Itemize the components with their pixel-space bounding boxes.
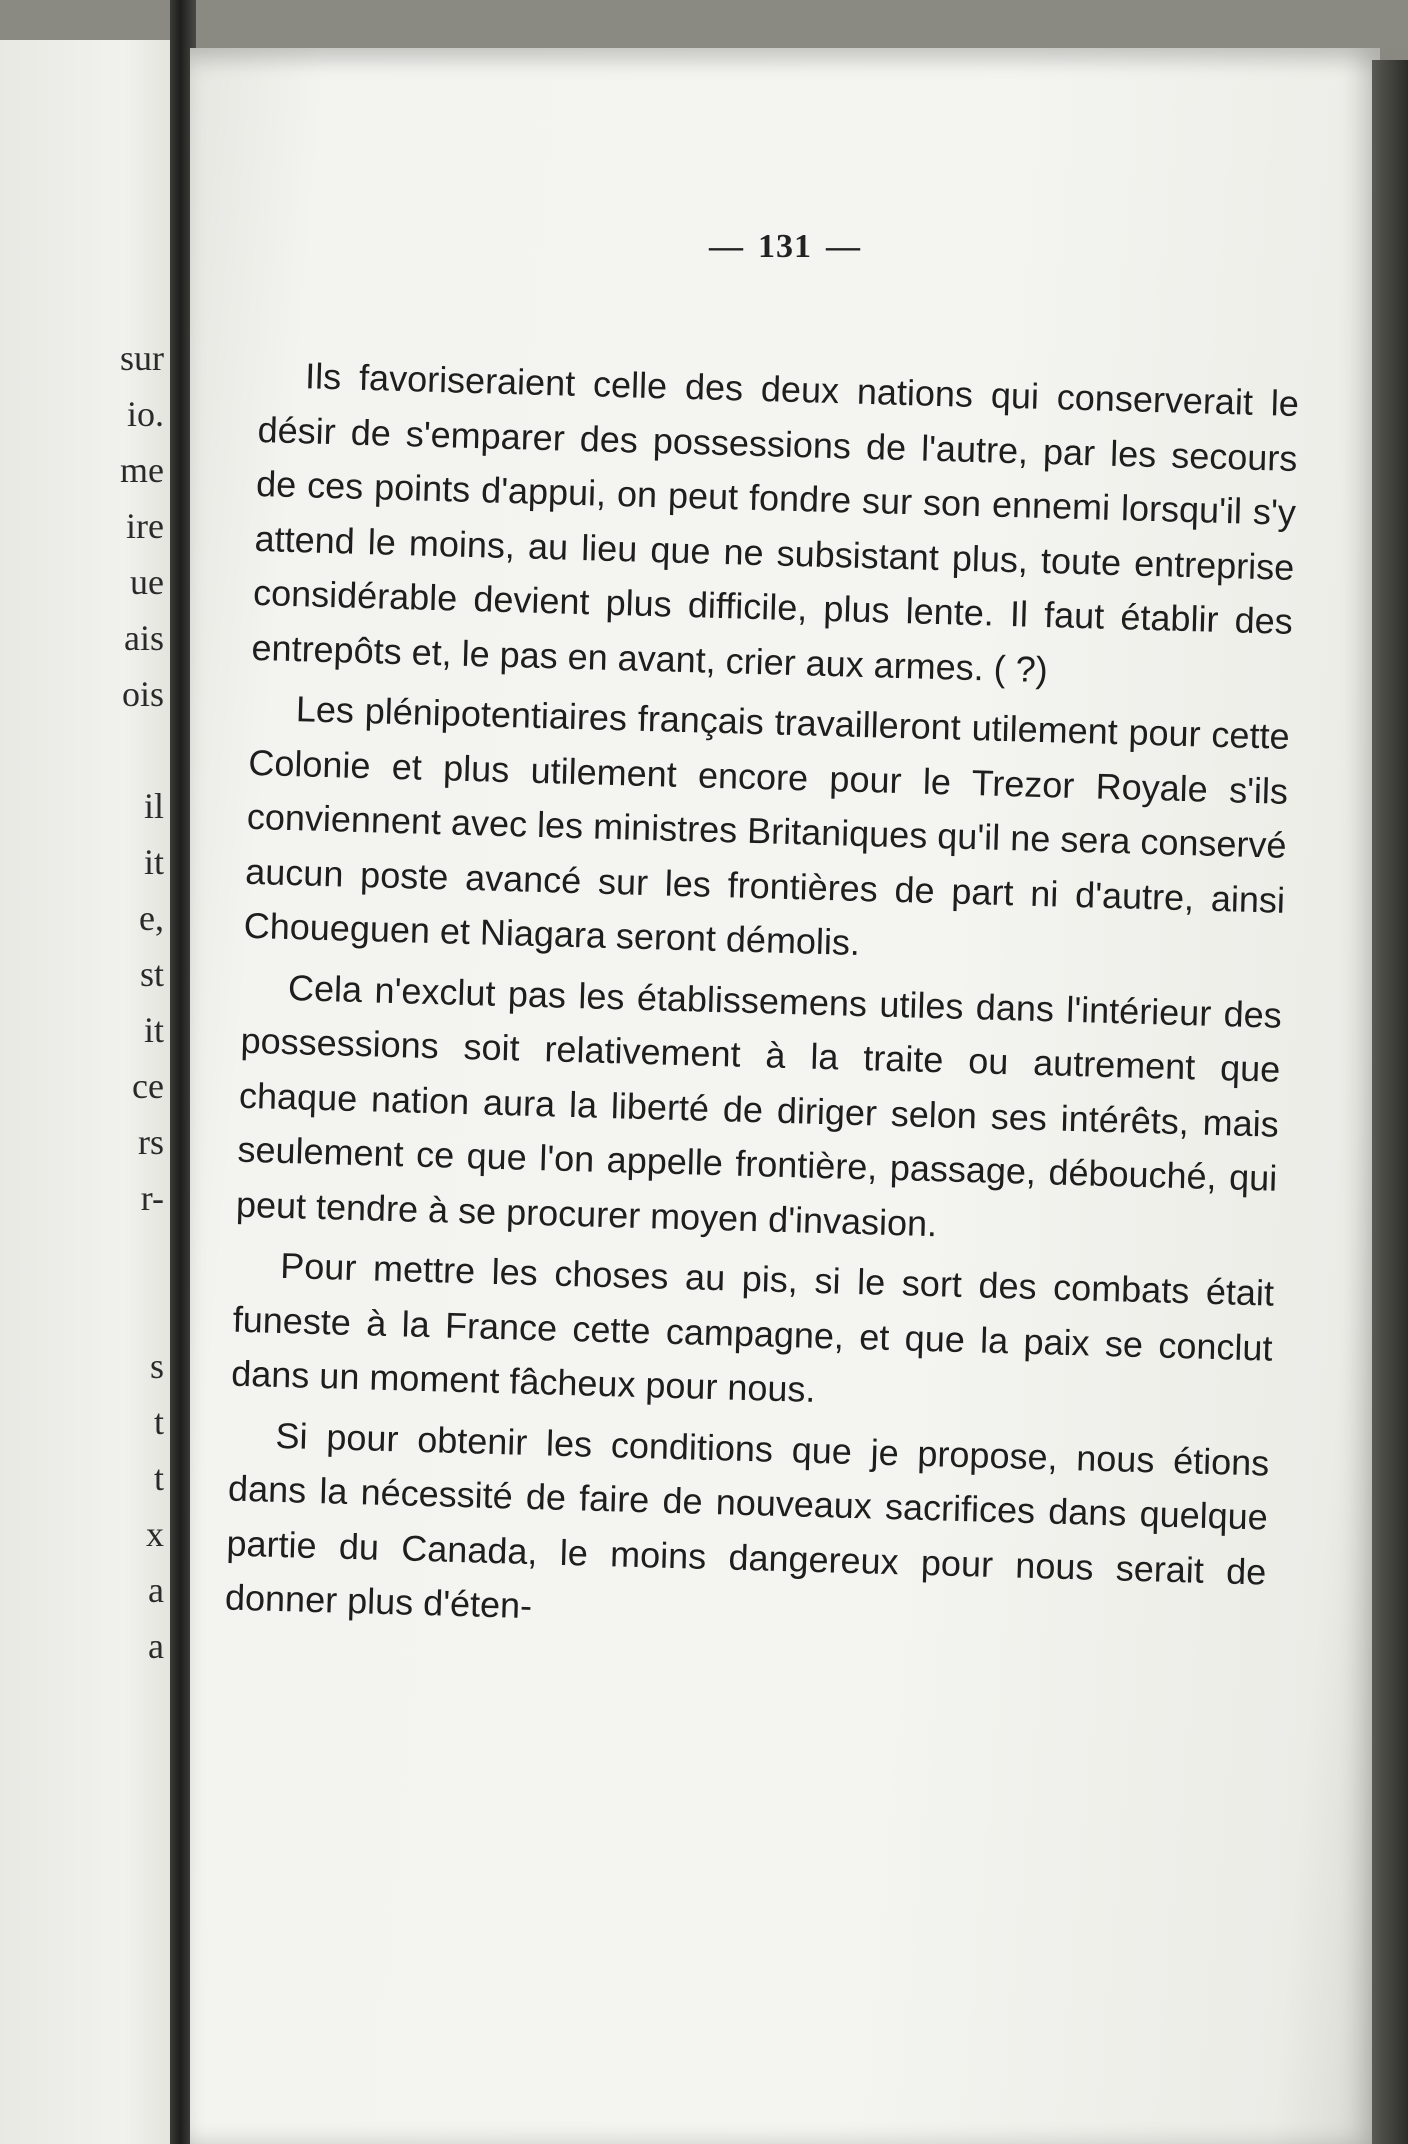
paragraph: Pour mettre les choses au pis, si le sort des combats était funeste à la France cette campagne, et que la paix se conclut dans un moment fâcheux pour nous. (230, 1244, 1275, 1410)
line-fragment: t (153, 1458, 164, 1498)
line-fragment: it (143, 1010, 164, 1050)
previous-page-edge (0, 40, 178, 2144)
page-number-dash-left: — (709, 228, 744, 265)
line-fragment: e, (139, 898, 164, 938)
page-number (190, 228, 1380, 266)
line-fragment: a (148, 1570, 164, 1610)
line-fragment: st (139, 954, 164, 994)
line-fragment: sur (120, 338, 164, 378)
current-page (190, 48, 1380, 2144)
line-fragment: ue (130, 562, 164, 602)
line-fragment: r- (140, 1178, 164, 1218)
paragraph: Si pour obtenir les conditions que je propose, nous étions dans la nécessité de faire de nouveaux sacrifices dans quelque partie du Canada, le moins dangereux pour nous serait de donner plus d'éten- (224, 1414, 1270, 1627)
line-fragment: s (149, 1346, 164, 1386)
line-fragment (120, 1226, 164, 1282)
line-fragment: t (153, 1402, 164, 1442)
line-fragment: ais (124, 618, 164, 658)
background-edge (1372, 60, 1408, 2144)
line-fragment (120, 722, 164, 778)
line-fragment: ce (132, 1066, 164, 1106)
line-fragment: rs (138, 1122, 164, 1162)
line-fragment (120, 1282, 164, 1338)
paragraph: Les plénipotentiaires français travailleront utilement pour cette Colonie et plus utilement encore pour le Trezor Royale s'ils conviennent avec les ministres Britaniques qu'il ne sera conservé aucun poste avancé sur les frontières de part ni d'autre, ainsi Choueguen et Niagara seront démolis. (243, 688, 1291, 963)
page-number-value: 131 (758, 228, 812, 265)
line-fragment: ire (126, 506, 164, 546)
line-fragment: il (143, 786, 164, 826)
paragraph: Cela n'exclut pas les établissemens utiles dans l'intérieur des possessions soit relativement à la traite ou autrement que chaque nation aura la liberté de diriger selon ses intérêts, mais seulement ce que l'on appelle frontière, passage, débouché, qui peut tendre à se procurer moyen d'invasion. (235, 966, 1283, 1244)
line-fragment: ois (121, 674, 164, 714)
paragraph: Ils favoriseraient celle des deux nations qui conserverait le désir de s'emparer des possessions de l'autre, par les secours de ces points d'appui, on peut fondre sur son ennemi lorsqu'il s'y attend le moins, au lieu que ne subsistant plus, toute entreprise considérable devient plus difficile, plus lente. Il faut établir des entrepôts et, le pas en avant, crier aux armes. ( ?) (251, 355, 1300, 690)
line-fragment: a (148, 1626, 164, 1666)
line-fragment: x (146, 1514, 164, 1554)
line-fragment: io. (126, 394, 164, 434)
previous-page-line-fragments (120, 330, 164, 1674)
page-number-dash-right: — (826, 228, 861, 265)
page-body-text (224, 348, 1299, 1660)
line-fragment: me (120, 450, 164, 490)
line-fragment: it (143, 842, 164, 882)
